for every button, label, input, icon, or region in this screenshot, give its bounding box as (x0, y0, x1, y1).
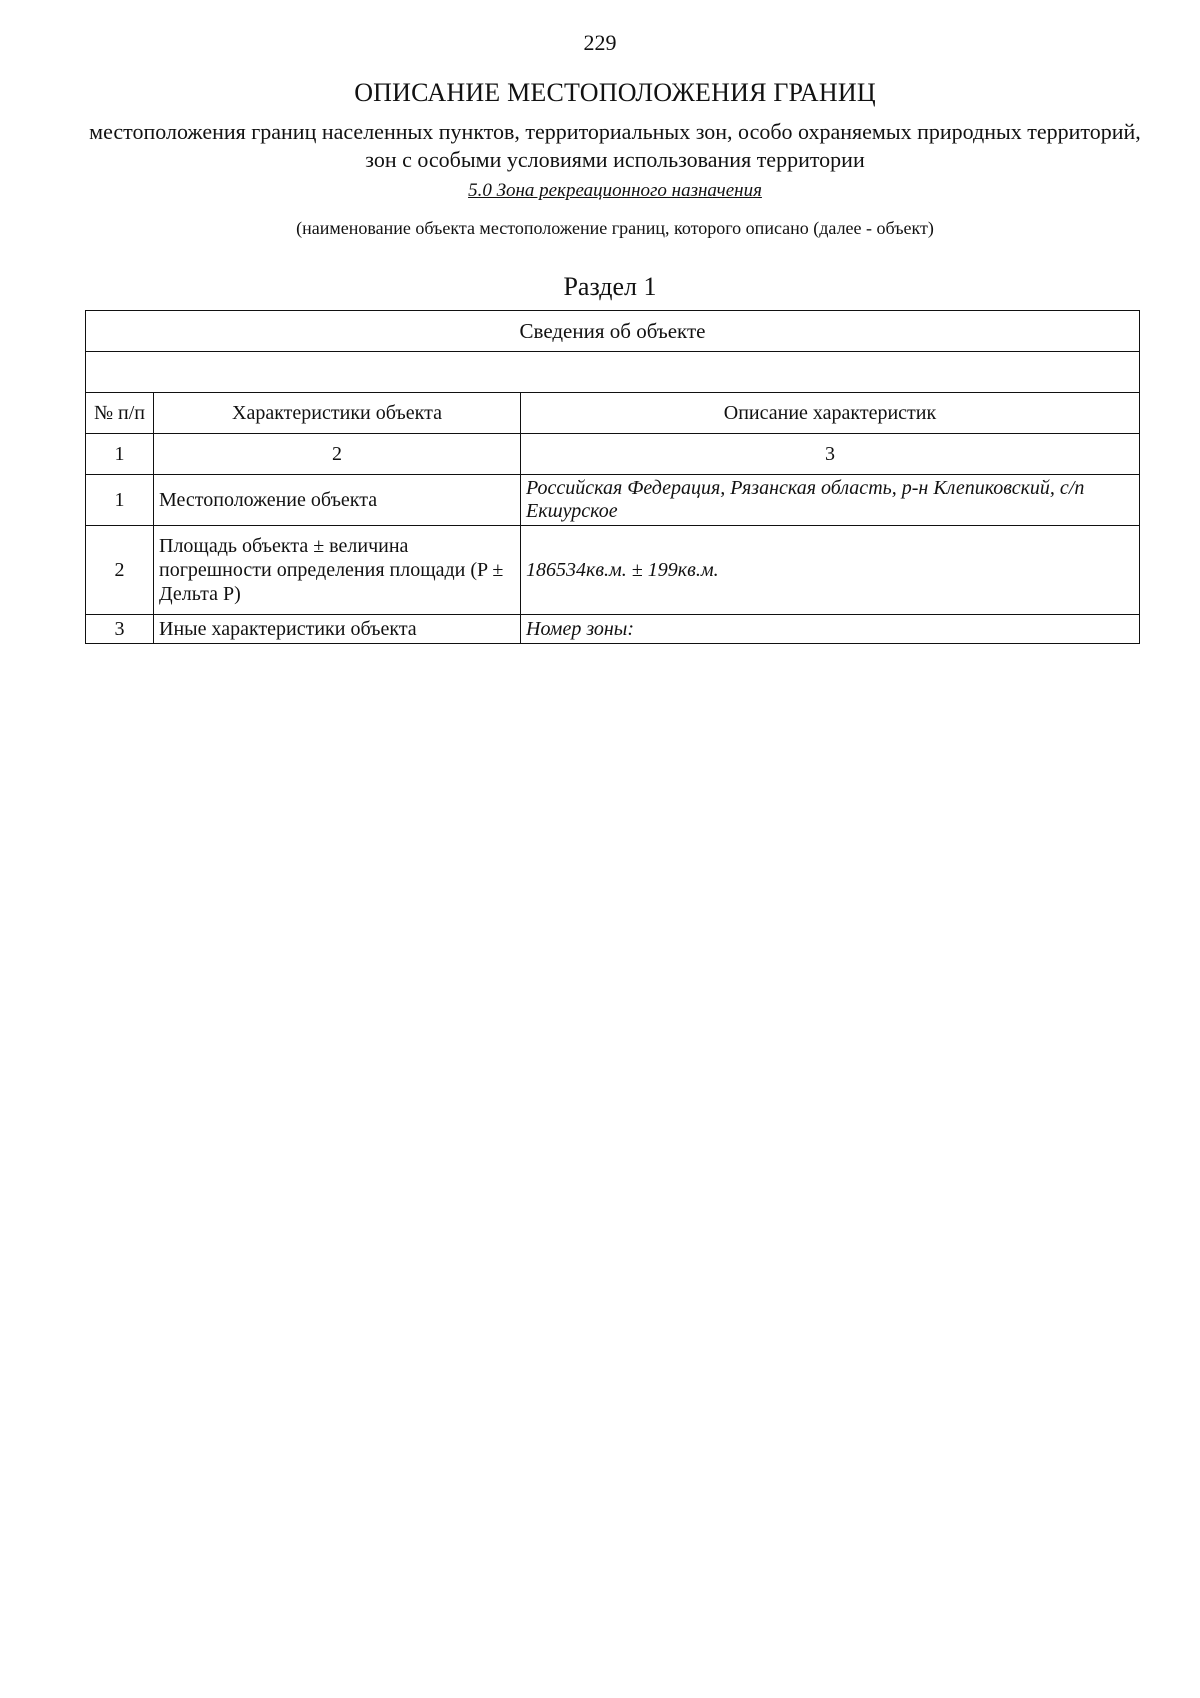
column-index: 3 (521, 434, 1140, 475)
column-index: 1 (86, 434, 154, 475)
row-number: 3 (86, 615, 154, 644)
row-characteristic: Площадь объекта ± величина погрешности определения площади (P ± Дельта P) (154, 526, 521, 615)
row-number: 1 (86, 475, 154, 526)
row-characteristic: Местоположение объекта (154, 475, 521, 526)
column-index: 2 (154, 434, 521, 475)
row-description: 186534кв.м. ± 199кв.м. (521, 526, 1140, 615)
table-header-row (86, 393, 1140, 434)
document-title: ОПИСАНИЕ МЕСТОПОЛОЖЕНИЯ ГРАНИЦ (354, 78, 876, 107)
table-blank-row (86, 352, 1140, 393)
table-row (86, 526, 1140, 615)
table-caption: Сведения об объекте (86, 311, 1140, 352)
row-characteristic: Иные характеристики объекта (154, 615, 521, 644)
table-row (86, 615, 1140, 644)
row-description: Российская Федерация, Рязанская область, р-н Клепиковский, с/п Екшурское (521, 475, 1140, 526)
table-caption-row (86, 311, 1140, 352)
document-subtitle: местоположения границ населенных пунктов, территориальных зон, особо охраняемых природных территорий, зон с особыми условиями использования территории (89, 119, 1141, 172)
table-blank-cell (86, 352, 1140, 393)
object-name: 5.0 Зона рекреационного назначения (468, 180, 762, 201)
object-name-caption: (наименование объекта местоположение границ, которого описано (далее - объект) (296, 218, 934, 238)
object-info-table (85, 310, 1140, 644)
table-column-index-row (86, 434, 1140, 475)
row-number: 2 (86, 526, 154, 615)
page-number: 229 (583, 30, 617, 55)
header-number: № п/п (86, 393, 154, 434)
row-description: Номер зоны: (521, 615, 1140, 644)
header-characteristic: Характеристики объекта (154, 393, 521, 434)
section-title: Раздел 1 (563, 272, 657, 301)
header-description: Описание характеристик (521, 393, 1140, 434)
table-row (86, 475, 1140, 526)
